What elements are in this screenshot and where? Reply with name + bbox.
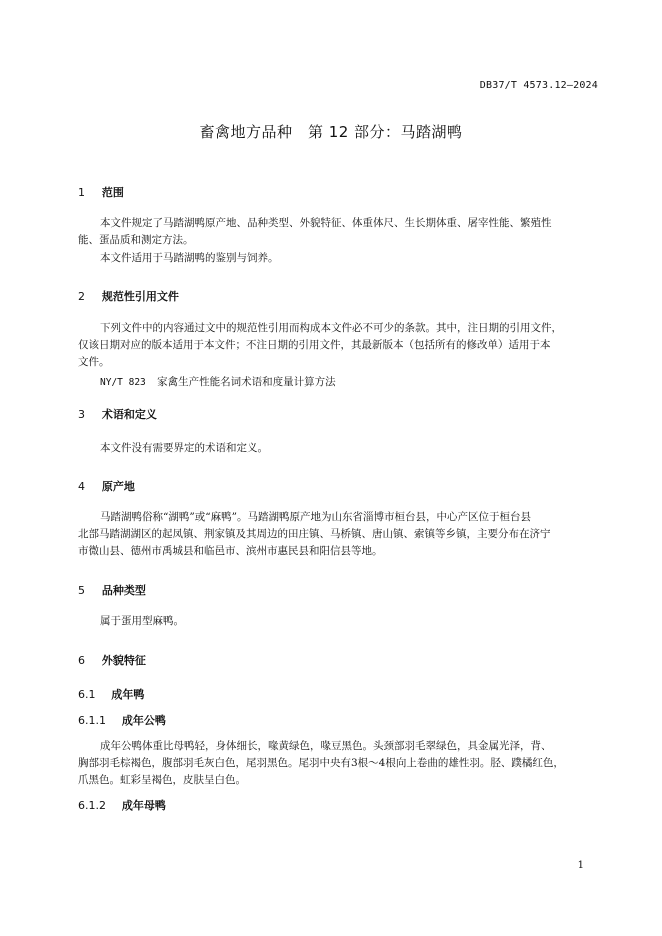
text-line: 能、蛋品质和测定方法。 <box>78 234 194 246</box>
section-number: 4 <box>78 480 85 493</box>
section-title: 术语和定义 <box>101 408 157 421</box>
text-line: 马踏湖鸭俗称“湖鸭”或“麻鸭”。马踏湖鸭原产地为山东省淄博市桓台县，中心产区位于桓台县 <box>100 511 531 523</box>
reference-entry <box>100 374 336 389</box>
section-title: 品种类型 <box>101 584 146 597</box>
section-number: 1 <box>78 186 85 199</box>
subsection-heading-adult-duck <box>78 686 144 702</box>
adult-drake-paragraph <box>78 738 598 789</box>
text-line: 本文件适用于马踏湖鸭的鉴别与饲养。 <box>100 252 279 264</box>
subsection-title: 成年鸭 <box>111 688 145 701</box>
terms-paragraph <box>78 440 598 457</box>
document-code: DB37/T 4573.12—2024 <box>479 80 598 91</box>
subsection-number: 6.1 <box>78 688 96 701</box>
section-heading-terms <box>78 406 157 422</box>
text-line: 下列文件中的内容通过文中的规范性引用而构成本文件必不可少的条款。其中，注日期的引用文件， <box>100 322 562 334</box>
origin-paragraph <box>78 509 598 560</box>
page-number: 1 <box>577 860 584 871</box>
section-heading-scope <box>78 184 124 200</box>
section-heading-origin <box>78 478 135 494</box>
text-line: 胸部羽毛棕褐色，腹部羽毛灰白色，尾羽黑色。尾羽中央有3根～4根向上卷曲的雄性羽。胫、蹼橘红色， <box>78 757 564 769</box>
section-number: 6 <box>78 654 85 667</box>
subsection-title: 成年母鸭 <box>121 799 166 812</box>
text-line: 仅该日期对应的版本适用于本文件；不注日期的引用文件，其最新版本（包括所有的修改单）适用于本 <box>78 339 551 351</box>
section-title: 原产地 <box>101 480 135 493</box>
text-line: 本文件规定了马踏湖鸭原产地、品种类型、外貌特征、体重体尺、生长期体重、屠宰性能、繁殖性 <box>100 217 552 229</box>
subsection-number: 6.1.1 <box>78 714 106 727</box>
references-paragraph <box>78 320 598 371</box>
reference-title: 家禽生产性能名词术语和度量计算方法 <box>157 376 336 388</box>
text-line: 本文件没有需要界定的术语和定义。 <box>100 442 268 454</box>
breed-type-paragraph <box>78 613 598 630</box>
text-line: 文件。 <box>78 356 110 368</box>
section-heading-normative-references <box>78 288 179 304</box>
section-heading-breed-type <box>78 582 146 598</box>
section-number: 3 <box>78 408 85 421</box>
document-title: 畜禽地方品种 第 12 部分：马踏湖鸭 <box>199 123 463 141</box>
text-line: 市微山县、德州市禹城县和临邑市、滨州市惠民县和阳信县等地。 <box>78 545 383 557</box>
subsection-heading-adult-hen <box>78 797 166 813</box>
text-line: 成年公鸭体重比母鸭轻，身体细长，喙黄绿色，喙豆黑色。头颈部羽毛翠绿色，具金属光泽，背、 <box>100 740 552 752</box>
text-line: 属于蛋用型麻鸭。 <box>100 615 184 627</box>
text-line: 北部马踏湖湖区的起凤镇、荆家镇及其周边的田庄镇、马桥镇、唐山镇、索镇等乡镇，主要分布在济宁 <box>78 528 551 540</box>
section-title: 规范性引用文件 <box>101 290 179 303</box>
section-number: 5 <box>78 584 85 597</box>
subsection-title: 成年公鸭 <box>121 714 166 727</box>
section-heading-appearance <box>78 652 146 668</box>
reference-code: NY/T 823 <box>100 377 146 388</box>
subsection-heading-adult-drake <box>78 712 166 728</box>
scope-paragraph-1 <box>78 215 598 249</box>
text-line: 爪黑色。虹彩呈褐色，皮肤呈白色。 <box>78 774 246 786</box>
subsection-number: 6.1.2 <box>78 799 106 812</box>
scope-paragraph-2 <box>78 250 598 267</box>
section-number: 2 <box>78 290 85 303</box>
section-title: 外貌特征 <box>101 654 146 667</box>
section-title: 范围 <box>101 186 124 199</box>
